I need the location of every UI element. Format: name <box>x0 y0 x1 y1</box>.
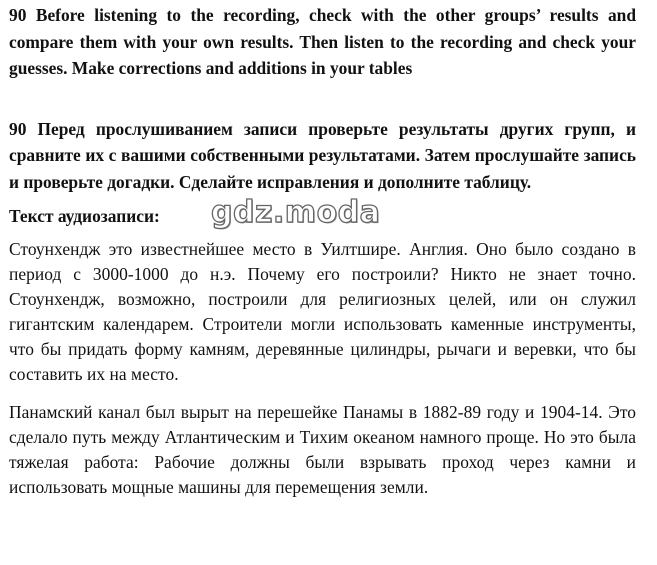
watermark-logo: gdz.moda <box>211 195 381 230</box>
audio-text-heading: Текст аудиозаписи: <box>9 206 160 226</box>
english-task-text: 90 Before listening to the recording, check with the other groups’ results and compare them with your own results. Then listen to the recording and check your guesses. Make corrections and additions in your tables <box>9 5 636 78</box>
page <box>9 2 636 500</box>
heading-row <box>9 195 636 237</box>
panama-paragraph: Панамский канал был вырыт на перешейке Панамы в 1882-89 году и 1904-14. Это сделало путь между Атлантическим и Тихим океаном намного проще. Но это была тяжелая работа: Рабочие должны были взрывать проход через камни и использовать мощные машины для перемещения земли. <box>9 402 636 498</box>
stonehenge-paragraph: Стоунхендж это известнейшее место в Уилтшире. Англия. Оно было создано в период с 3000-1000 до н.э. Почему его построили? Никто не знает точно. Стоунхендж, возможно, построили для религиозных целей, или он служил гигантским календарем. Строители могли использовать каменные инструменты, что бы придать форму камням, деревянные цилиндры, рычаги и веревки, что бы составить их на место. <box>9 239 636 384</box>
russian-task-text: 90 Перед прослушиванием записи проверьте результаты других групп, и сравните их с вашими собственными результатами. Затем прослушайте запись и проверьте догадки. Сделайте исправления и дополните таблицу. <box>9 118 636 192</box>
